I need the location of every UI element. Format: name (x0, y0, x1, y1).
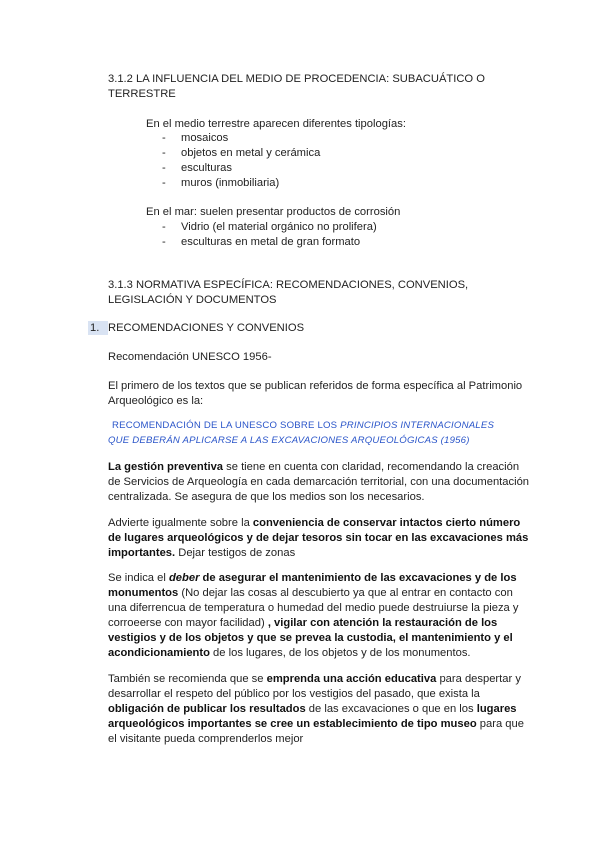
mar-intro: En el mar: suelen presentar productos de corrosión (146, 206, 401, 218)
list-item-text: muros (inmobiliaria) (181, 177, 280, 189)
paragraph-indica-line1: Se indica el deber de asegurar el mantenimiento de las excavaciones y de los (108, 572, 517, 584)
list-item-text: Vidrio (el material orgánico no prolifera) (181, 221, 377, 233)
list-item-text: esculturas (181, 162, 232, 174)
paragraph-advierte-line1: Advierte igualmente sobre la conveniencia de conservar intactos cierto número (108, 517, 521, 529)
list-dash: - (162, 162, 166, 174)
paragraph-tambien-line3: obligación de publicar los resultados de las excavaciones o que en los lugares (108, 703, 517, 715)
paragraph-indica-line3: una diferrencua de temperatura o humedad del medio puede destruiurse la pieza y (108, 602, 519, 614)
unesco-title-line1: RECOMENDACIÓN DE LA UNESCO SOBRE LOS PRINCIPIOS INTERNACIONALES (112, 420, 495, 431)
paragraph-intro-line1: El primero de los textos que se publican referidos de forma específica al Patrimonio (108, 380, 523, 392)
paragraph-tambien-line5: el visitante pueda comprenderlos mejor (108, 733, 304, 745)
paragraph-indica-line5: vestigios y de los objetos y que se prevea la custodia, el mantenimiento y el (108, 632, 513, 644)
paragraph-tambien-line2: desarrollar el respeto del público por los vestigios del pasado, que exista la (108, 688, 480, 700)
terrestre-intro: En el medio terrestre aparecen diferentes tipologías: (146, 118, 406, 130)
paragraph-advierte-line3: importantes. Dejar testigos de zonas (108, 547, 296, 559)
section-313-title-line2: LEGISLACIÓN Y DOCUMENTOS (108, 294, 277, 306)
section-312-title-line1: 3.1.2 LA INFLUENCIA DEL MEDIO DE PROCEDENCIA: SUBACUÁTICO O (108, 73, 485, 85)
list-item-text: esculturas en metal de gran formato (181, 236, 361, 248)
section-313-title-line1: 3.1.3 NORMATIVA ESPECÍFICA: RECOMENDACIONES, CONVENIOS, (108, 279, 469, 291)
paragraph-indica-line2: monumentos (No dejar las cosas al descubierto ya que al entrar en contacto con (108, 587, 513, 599)
paragraph-gestion-line1: La gestión preventiva se tiene en cuenta con claridad, recomendando la creación (108, 461, 520, 473)
paragraph-indica-line4: corroeerse con mayor facilidad) , vigilar con atención la restauración de los (108, 617, 498, 629)
list-dash: - (162, 177, 166, 189)
list-dash: - (162, 236, 166, 248)
paragraph-indica-line6: acondicionamiento de los lugares, de los objetos y de los monumentos. (108, 647, 471, 659)
paragraph-advierte-line2: de lugares arqueológicos y de dejar tesoros sin tocar en las excavaciones más (108, 532, 529, 544)
unesco-title-line2: QUE DEBERÁN APLICARSE A LAS EXCAVACIONES ARQUEOLÓGICAS (1956) (108, 435, 470, 446)
list-dash: - (162, 132, 166, 144)
list-number: 1. (90, 322, 100, 334)
paragraph-intro-line2: Arqueológico es la: (108, 395, 204, 407)
list-dash: - (162, 221, 166, 233)
paragraph-recomendacion: Recomendación UNESCO 1956- (108, 351, 272, 363)
paragraph-tambien-line1: También se recomienda que se emprenda una acción educativa para despertar y (108, 673, 521, 685)
list-dash: - (162, 147, 166, 159)
list-heading: RECOMENDACIONES Y CONVENIOS (108, 322, 305, 334)
paragraph-tambien-line4: arqueológicos importantes se cree un establecimiento de tipo museo para que (108, 718, 524, 730)
list-item-text: mosaicos (181, 132, 229, 144)
paragraph-gestion-line2: de Servicios de Arqueología en cada demarcación territorial, con una documentación (108, 476, 530, 488)
paragraph-gestion-line3: centralizada. Se asegura de que los medios son los necesarios. (108, 491, 425, 503)
section-312-title-line2: TERRESTRE (108, 88, 176, 100)
list-item-text: objetos en metal y cerámica (181, 147, 321, 159)
